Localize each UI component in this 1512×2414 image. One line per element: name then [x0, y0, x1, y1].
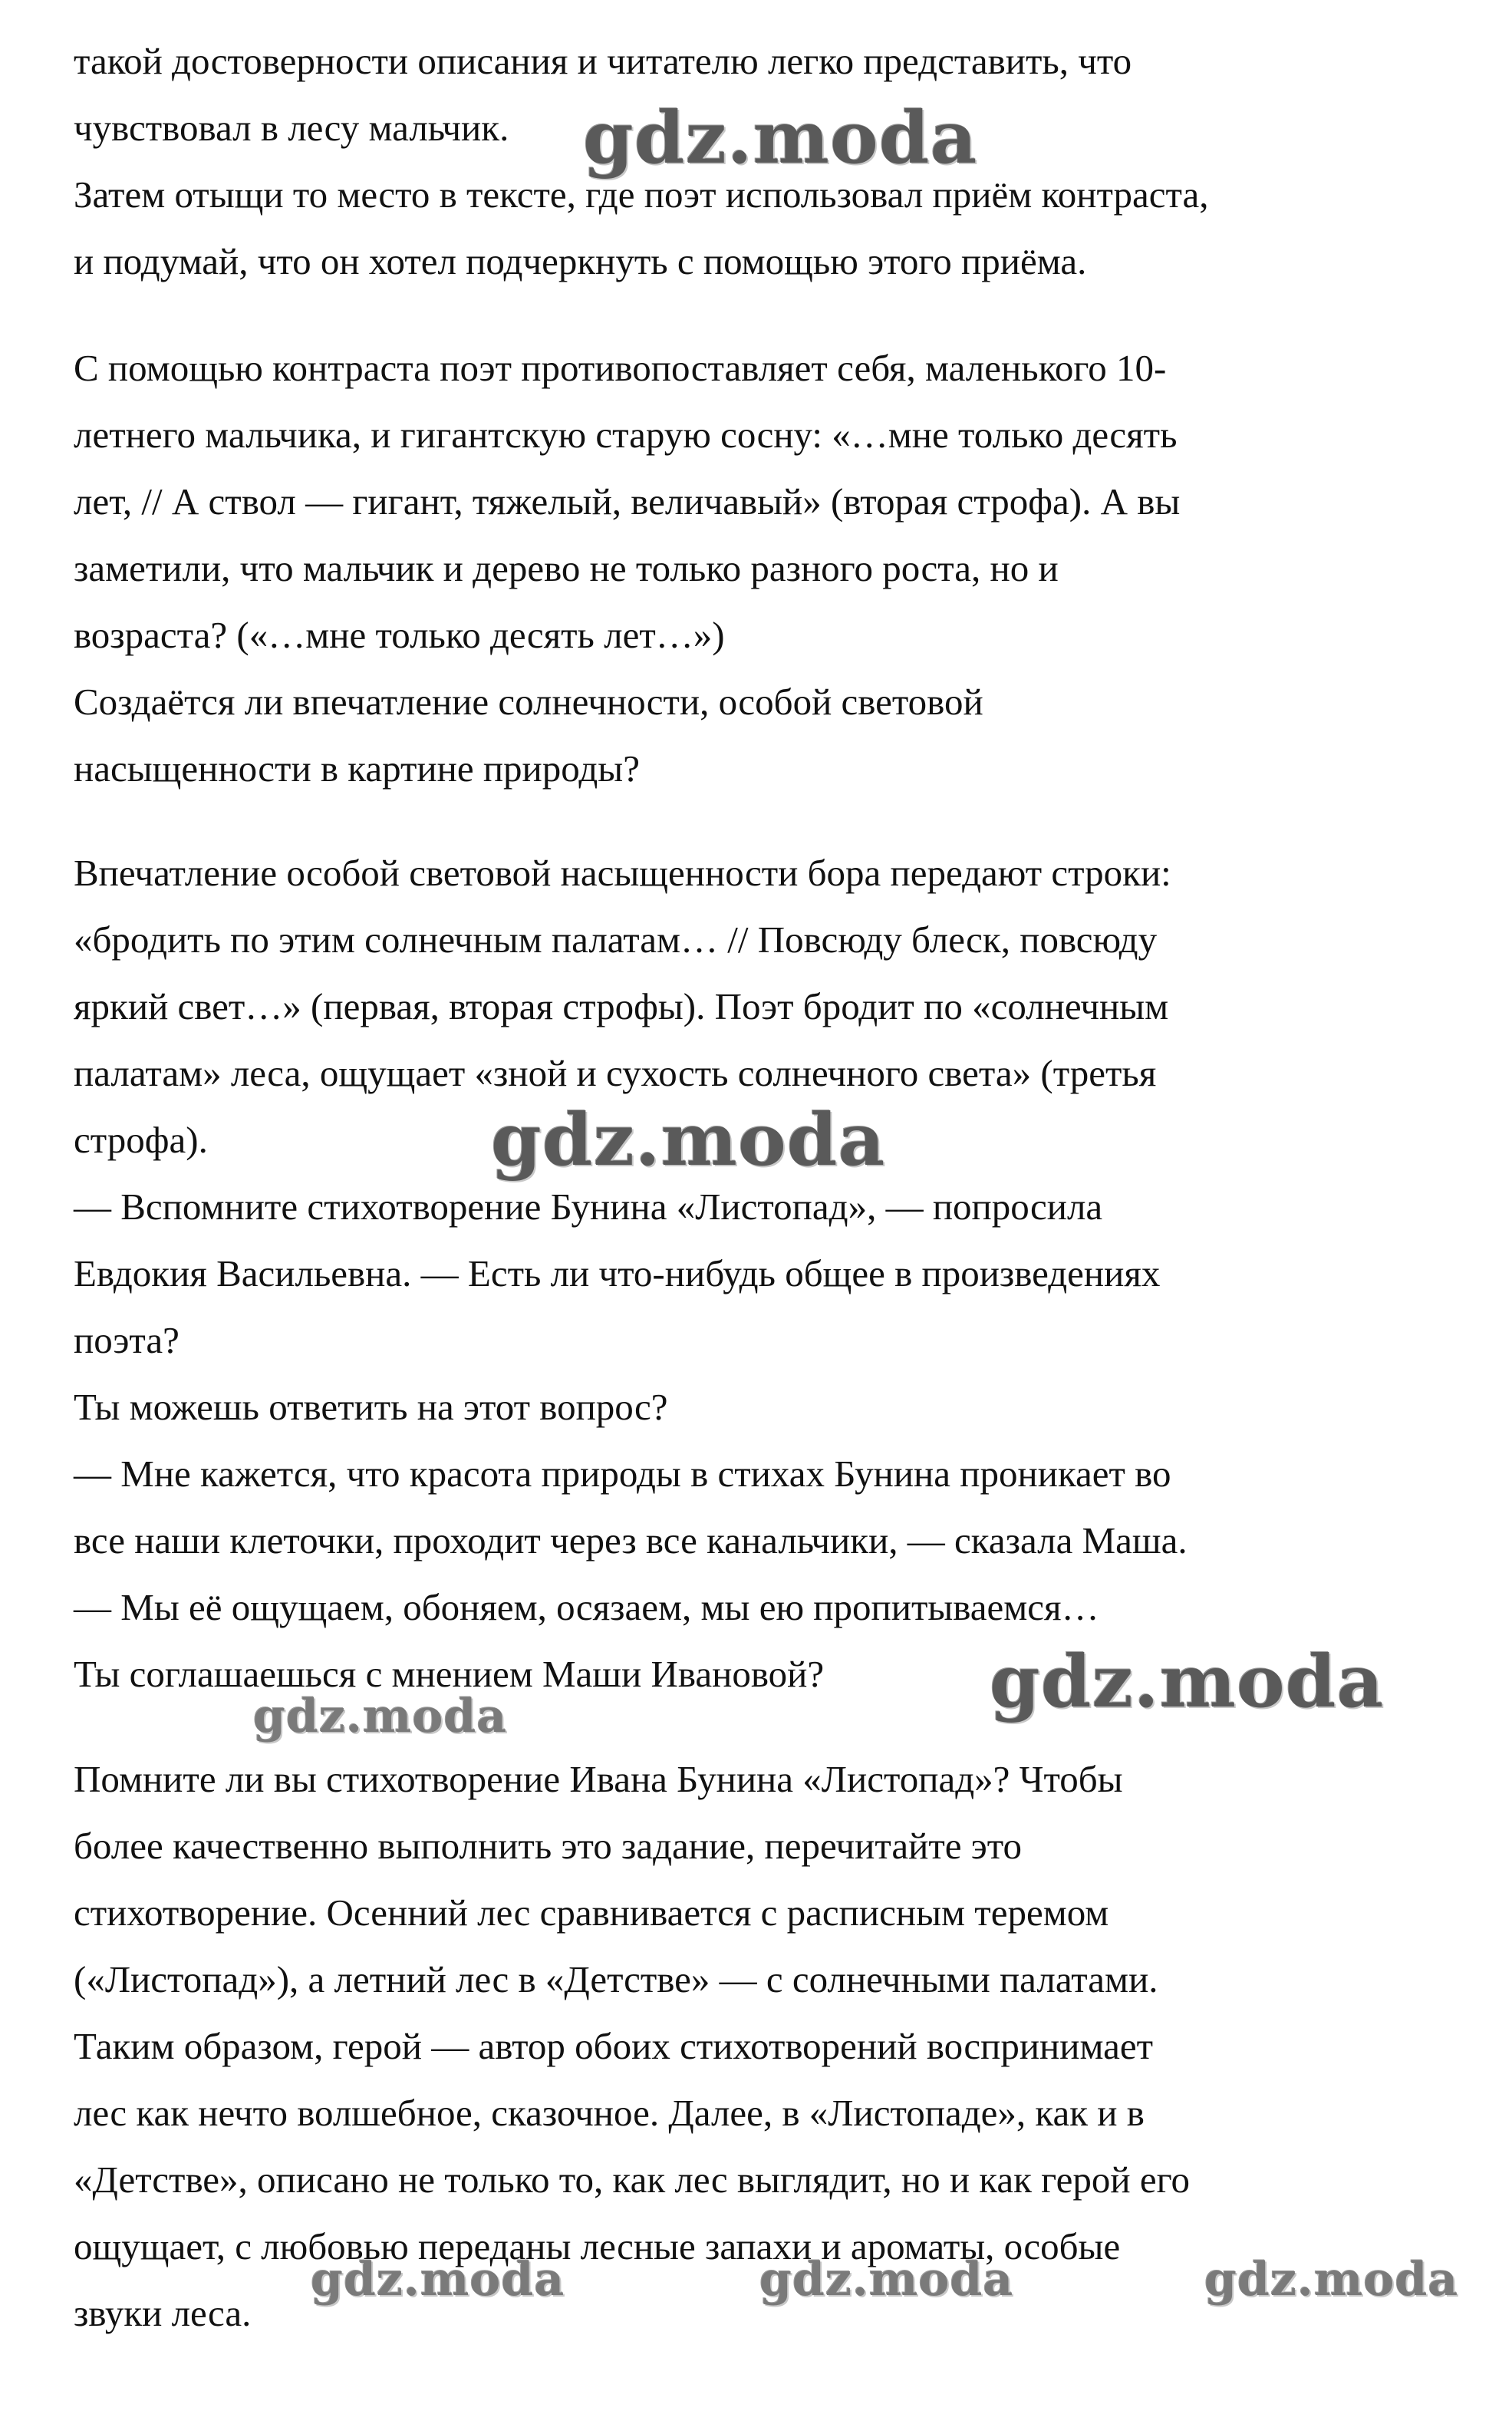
text-line: строфа).: [74, 1119, 208, 1161]
text-line: С помощью контраста поэт противопоставляет себя, маленького 10-: [74, 347, 1167, 389]
watermark: gdz.moda: [990, 1640, 1385, 1724]
text-line: лес как нечто волшебное, сказочное. Далее, в «Листопаде», как и в: [74, 2092, 1145, 2134]
text-line: возраста? («…мне только десять лет…»): [74, 614, 725, 656]
text-line: ощущает, с любовью переданы лесные запахи и ароматы, особые: [74, 2225, 1121, 2267]
text-line: более качественно выполнить это задание, перечитайте это: [74, 1825, 1023, 1867]
text-line: Впечатление особой световой насыщенности бора передают строки:: [74, 852, 1171, 894]
text-line: звуки леса.: [74, 2292, 252, 2334]
text-line: поэта?: [74, 1319, 180, 1361]
text-line: такой достоверности описания и читателю легко представить, что: [74, 40, 1132, 82]
text-line: насыщенности в картине природы?: [74, 747, 640, 790]
text-line: лет, // А ствол — гигант, тяжелый, величавый» (вторая строфа). А вы: [74, 480, 1181, 523]
text-line: Создаётся ли впечатление солнечности, особой световой: [74, 681, 983, 723]
text-line: («Листопад»), а летний лес в «Детстве» — с солнечными палатами.: [74, 1958, 1158, 2000]
text-line: Ты соглашаешься с мнением Маши Ивановой?: [74, 1653, 825, 1695]
text-line: все наши клеточки, проходит через все канальчики, — сказала Маша.: [74, 1519, 1188, 1562]
text-line: летнего мальчика, и гигантскую старую сосну: «…мне только десять: [74, 414, 1178, 456]
text-line: заметили, что мальчик и дерево не только разного роста, но и: [74, 547, 1059, 589]
text-line: стихотворение. Осенний лес сравнивается с расписным теремом: [74, 1891, 1109, 1934]
text-line: и подумай, что он хотел подчеркнуть с помощью этого приёма.: [74, 240, 1087, 282]
text-line: Помните ли вы стихотворение Ивана Бунина «Листопад»? Чтобы: [74, 1758, 1123, 1800]
text-line: палатам» леса, ощущает «зной и сухость солнечного света» (третья: [74, 1052, 1157, 1094]
text-line: — Мне кажется, что красота природы в стихах Бунина проникает во: [74, 1453, 1171, 1495]
text-line: чувствовал в лесу мальчик.: [74, 107, 509, 149]
watermark: gdz.moda: [1204, 2253, 1459, 2307]
watermark: gdz.moda: [311, 2253, 565, 2307]
text-line: «бродить по этим солнечным палатам… // Повсюду блеск, повсюду: [74, 918, 1158, 961]
text-line: Таким образом, герой — автор обоих стихотворений воспринимает: [74, 2025, 1154, 2067]
watermark: gdz.moda: [583, 96, 978, 180]
text-line: — Вспомните стихотворение Бунина «Листопад», — попросила: [74, 1186, 1103, 1228]
text-line: — Мы её ощущаем, обоняем, осязаем, мы ею пропитываемся…: [74, 1586, 1099, 1628]
text-line: «Детстве», описано не только то, как лес выглядит, но и как герой его: [74, 2158, 1190, 2201]
watermark: gdz.moda: [253, 1690, 508, 1743]
text-line: Ты можешь ответить на этот вопрос?: [74, 1386, 668, 1428]
watermark: gdz.moda: [759, 2253, 1014, 2307]
text-line: яркий свет…» (первая, вторая строфы). Поэт бродит по «солнечным: [74, 985, 1169, 1027]
watermark: gdz.moda: [491, 1098, 886, 1182]
text-line: Затем отыщи то место в тексте, где поэт использовал приём контраста,: [74, 173, 1209, 216]
text-line: Евдокия Васильевна. — Есть ли что-нибудь общее в произведениях: [74, 1252, 1161, 1294]
